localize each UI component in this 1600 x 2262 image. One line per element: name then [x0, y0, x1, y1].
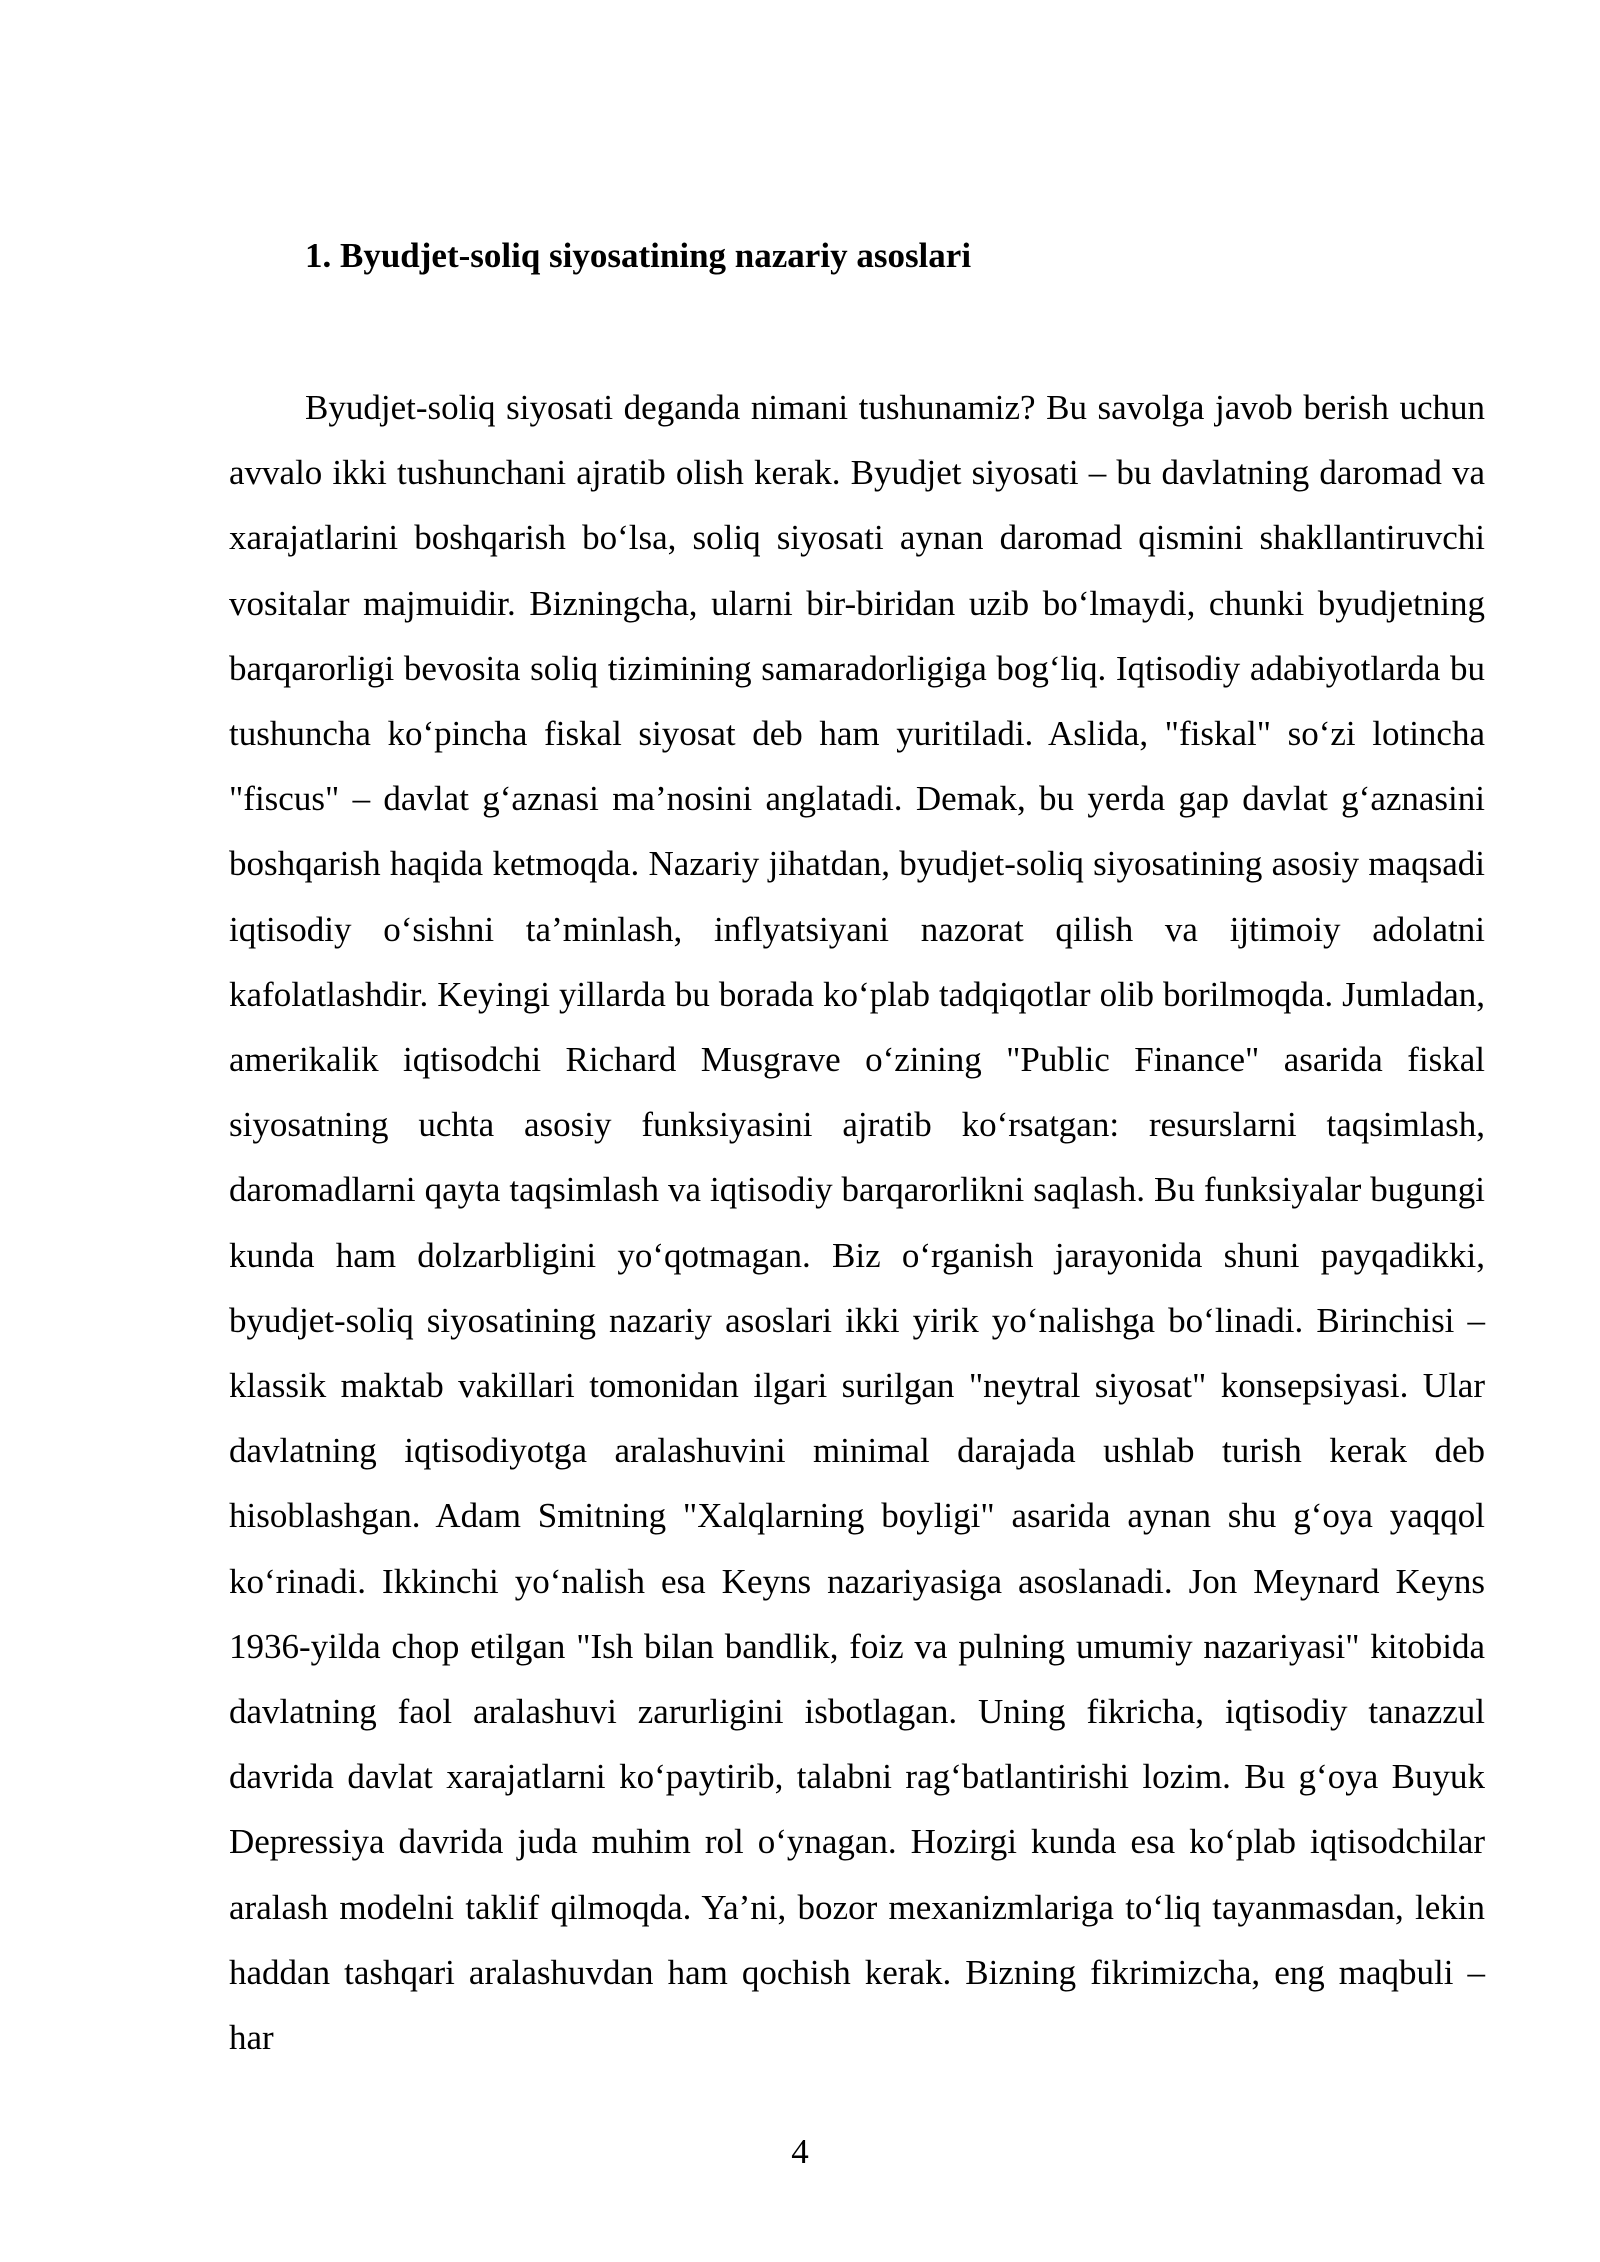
section-heading: 1. Byudjet-soliq siyosatining nazariy asoslari [305, 236, 972, 275]
page-number: 4 [791, 2132, 809, 2171]
body-paragraph: Byudjet-soliq siyosati deganda nimani tushunamiz? Bu savolga javob berish uchun avvalo ikki tushunchani ajratib olish kerak. Byudjet siyosati – bu davlatning daromad va xarajatlarini boshqarish bo‘lsa, soliq siyosati aynan daromad qismini shakllantiruvchi vositalar majmuidir. Bizningcha, ularni bir-biridan uzib bo‘lmaydi, chunki byudjetning barqarorligi bevosita soliq tizimining samaradorligiga bog‘liq. Iqtisodiy adabiyotlarda bu tushuncha ko‘pincha fiskal siyosat deb ham yuritiladi. Aslida, "fiskal" so‘zi lotincha "fiscus" – davlat g‘aznasi ma’nosini anglatadi. Demak, bu yerda gap davlat g‘aznasini boshqarish haqida ketmoqda. Nazariy jihatdan, byudjet-soliq siyosatining asosiy maqsadi iqtisodiy o‘sishni ta’minlash, inflyatsiyani nazorat qilish va ijtimoiy adolatni kafolatlashdir. Keyingi yillarda bu borada ko‘plab tadqiqotlar olib borilmoqda. Jumladan, amerikalik iqtisodchi Richard Musgrave o‘zining "Public Finance" asarida fiskal siyosatning uchta asosiy funksiyasini ajratib ko‘rsatgan: resurslarni taqsimlash, daromadlarni qayta taqsimlash va iqtisodiy barqarorlikni saqlash. Bu funksiyalar bugungi kunda ham dolzarbligini yo‘qotmagan. Biz o‘rganish jarayonida shuni payqadikki, byudjet-soliq siyosatining nazariy asoslari ikki yirik yo‘nalishga bo‘linadi. Birinchisi – klassik maktab vakillari tomonidan ilgari surilgan "neytral siyosat" konsepsiyasi. Ular davlatning iqtisodiyotga aralashuvini minimal darajada ushlab turish kerak deb hisoblashgan. Adam Smitning "Xalqlarning boyligi" asarida aynan shu g‘oya yaqqol ko‘rinadi. Ikkinchi yo‘nalish esa Keyns nazariyasiga asoslanadi. Jon Meynard Keyns 1936-yilda chop etilgan "Ish bilan bandlik, foiz va pulning umumiy nazariyasi" kitobida davlatning faol aralashuvi zarurligini isbotlagan. Uning fikricha, iqtisodiy tanazzul davrida davlat xarajatlarni ko‘paytirib, talabni rag‘batlantirishi lozim. Bu g‘oya Buyuk Depressiya davrida juda muhim rol o‘ynagan. Hozirgi kunda esa ko‘plab iqtisodchilar aralash modelni taklif qilmoqda. Ya’ni, bozor mexanizmlariga to‘liq tayanmasdan, lekin haddan tashqari aralashuvdan ham qochish kerak. Bizning fikrimizcha, eng maqbuli – har [229, 388, 1485, 2058]
